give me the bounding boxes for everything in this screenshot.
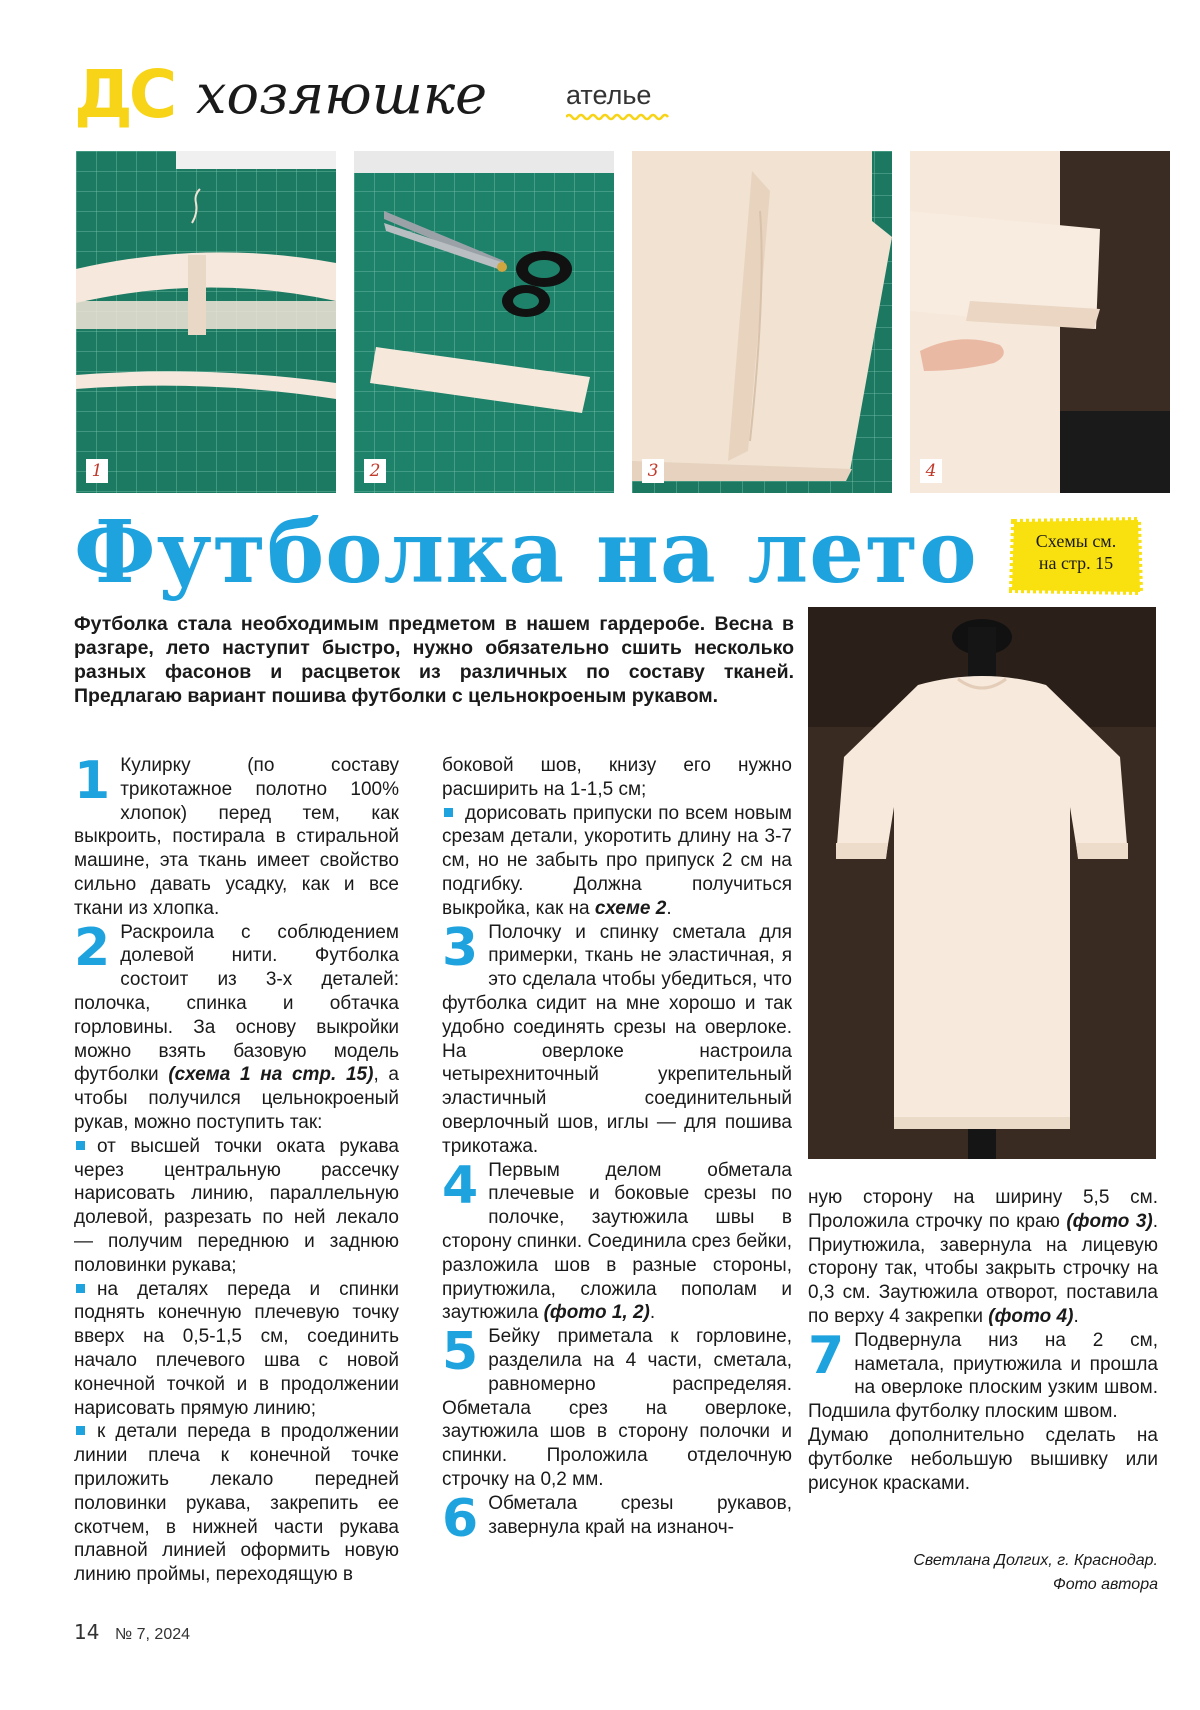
step-2-text-b: , а чтобы получился цельнокроеный рукав, можно поступить так: — [74, 1064, 399, 1133]
bullet-shoulder-point: на деталях переда и спинки поднять конечную плечевую точку вверх на 0,5-1,5 см, соединить начало плечевого шва с новой конечной точкой и в продолжении нарисовать прямую линию; — [74, 1278, 399, 1419]
column-2-continuation: боковой шов, книзу его нужно расширить на 1-1,5 см; — [442, 755, 792, 800]
step-6 — [442, 1488, 792, 1549]
logo-ds: ДС — [74, 56, 174, 133]
step-number-1: 1 — [74, 751, 111, 811]
step-1-text: Кулирку (по составу трикотажное полотно 100% хлопок) перед тем, как выкроить, постирала в стиральной машине, эта ткань имеет свойство сильно давать усадку, как и все ткани из хлопка. — [74, 755, 399, 919]
step-4-text: Первым делом обметала плечевые и боковые срезы по полочке, заутюжила швы в сторону спинки. Соединила срез бейки, разложила шов в разные стороны, приутюжила, сложила пополам и заутюжила — [442, 1159, 792, 1324]
step-6-continuation: ную сторону на ширину 5,5 см. Проложила строчку по краю (фото 3). Приутюжила, завернула на лицевую сторону так, чтобы закрыть строчку на 0,3 см. Заутюжила отворот, поставила по верху 4 закрепки (фото 4). — [808, 1187, 1158, 1327]
step-number-5: 5 — [442, 1322, 479, 1383]
schemes-badge — [1008, 516, 1144, 596]
badge-line-2: на стр. 15 — [1038, 553, 1114, 573]
photo-number-1: 1 — [86, 459, 108, 483]
step-2-text-a: Раскроила с соблюдением долевой нити. Футболка состоит из 3-х деталей: полочка, спинка и обтачка горловины. За основу выкройки можно взять базовую модель футболки — [74, 921, 399, 1086]
step-number-4: 4 — [442, 1155, 479, 1216]
step-6-text: Обметала срезы рукавов, завернула край на изнаноч- — [488, 1492, 792, 1538]
section-label: ателье — [566, 80, 652, 110]
step-number-6: 6 — [442, 1488, 479, 1549]
photo-number-4: 4 — [920, 459, 942, 483]
photo-number-2: 2 — [364, 459, 386, 483]
step-number-2: 2 — [74, 917, 111, 978]
step-4: 4 Первым делом обметала плечевые и боковые срезы по полочке, заутюжила швы в сторону спинки. Соединила срез бейки, разложила шов в разные стороны, приутюжила, сложила пополам и заутюжила (фото 1, 2). — [442, 1155, 792, 1324]
step-number-7: 7 — [808, 1325, 845, 1386]
scheme-1-reference: (схема 1 на стр. 15) — [168, 1064, 374, 1086]
lead-paragraph: Футболка стала необходимым предметом в нашем гардеробе. Весна в разгаре, лето наступит быстро, нужно обязательно сшить несколько разных фасонов и расцветок из различных по составу тканей. Предлагаю вариант пошива футболки с цельнокроеным рукавом. — [74, 613, 794, 707]
bullet-allowances: дорисовать припуски по всем новым срезам детали, укоротить длину на 3-7 см, но не забыть про припуск 2 см на подгибку. Должна получиться выкройка, как на схеме 2. — [442, 802, 792, 919]
photo-credit: Фото автора — [1052, 1576, 1158, 1593]
closing-paragraph: Думаю дополнительно сделать на футболке небольшую вышивку или рисунок красками. — [808, 1424, 1158, 1494]
bullet-sleeve-line: от высшей точки оката рукава через центральную рассечку нарисовать линию, параллельную долевой, разрезать по ней лекало — получим переднюю и заднюю половинки рукава; — [74, 1135, 399, 1276]
author-signature: Светлана Долгих, г. Краснодар. — [913, 1552, 1158, 1569]
text-column-3 — [808, 1186, 1158, 1495]
step-1 — [74, 751, 399, 921]
photo-1-neckband — [76, 151, 336, 493]
step-3 — [442, 917, 792, 1159]
page-number: 14 — [74, 1620, 100, 1644]
issue-number: № 7, 2024 — [115, 1626, 191, 1643]
article-title: Футболка на лето — [74, 502, 978, 603]
step-2 — [74, 917, 399, 1135]
bullet-attach-sleeve: к детали переда в продолжении линии плеча к конечной точке приложить лекало передней половинки рукава, закрепить ее скотчем, в нижней части рукава плавной линией оформить новую линию проймы, переходящую в — [74, 1421, 399, 1586]
photo-2-scissors — [354, 151, 614, 493]
page-footer — [74, 1620, 190, 1645]
photo-3-sleeve-seam — [632, 151, 892, 493]
badge-line-1: Схемы см. — [1035, 531, 1117, 551]
tshirt-on-mannequin-photo — [808, 607, 1156, 1159]
step-number-3: 3 — [442, 917, 479, 978]
step-5-text: Бейку приметала к горловине, разделила на 4 части, сметала, равномерно распределяя. Обметала срез на оверлоке, заутюжила шов в сторону полочки и спинки. Проложила отделочную строчку на 0,2 мм. — [442, 1326, 792, 1490]
step-5 — [442, 1322, 792, 1492]
scheme-2-reference: схеме 2 — [594, 897, 667, 919]
step-7-text: Подвернула низ на 2 см, наметала, приутюжила и прошла на оверлоке плоским узким швом. Подшила футболку плоским швом. — [808, 1329, 1158, 1423]
text-column-1 — [74, 751, 399, 1587]
step-3-text: Полочку и спинку сметала для примерки, ткань не эластичная, я это сделала чтобы убедиться, что футболка сидит на мне хорошо и так удобно соединять срезы на оверлоке. На оверлоке настроила четырехниточный укрепительный эластичный соединительный оверлочный шов, иглы — для пошива трикотажа. — [442, 921, 792, 1157]
step-7 — [808, 1325, 1158, 1424]
photo-1-2-reference: (фото 1, 2) — [543, 1302, 650, 1324]
photo-4-sleeve-cuff — [910, 151, 1170, 493]
photo-4-reference: (фото 4) — [988, 1305, 1074, 1327]
logo-title: хозяюшке — [196, 63, 488, 126]
wave-decoration — [566, 113, 670, 121]
text-column-2 — [442, 754, 792, 1549]
photo-3-reference: (фото 3) — [1066, 1210, 1153, 1232]
photo-number-3: 3 — [642, 459, 664, 483]
